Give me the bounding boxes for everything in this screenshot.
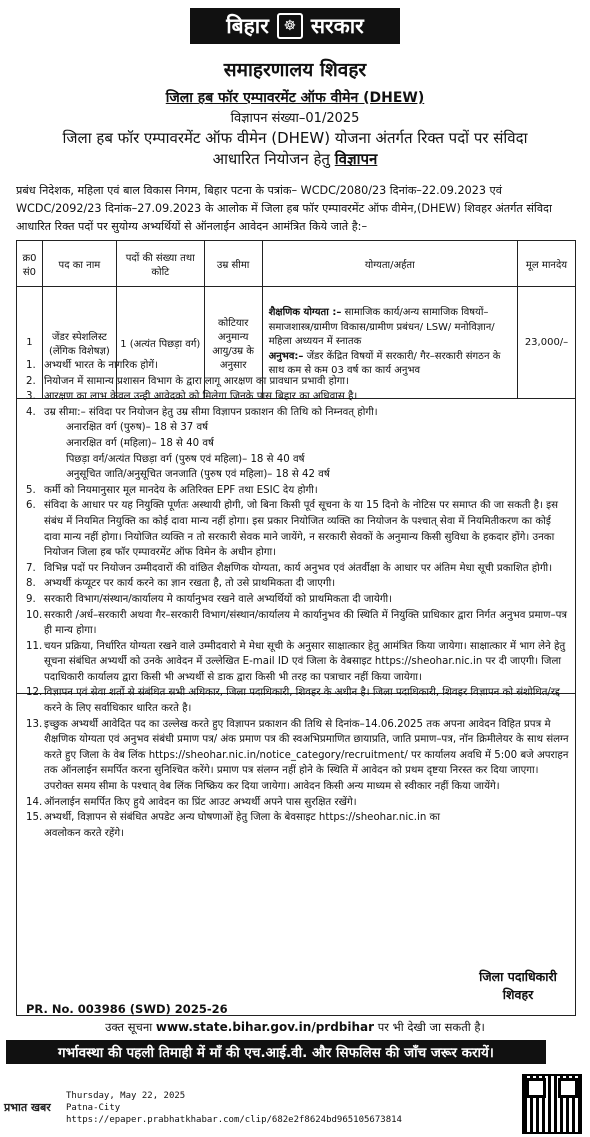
emblem-icon: ☸ [277,13,303,39]
cell-sn: 1 [17,287,43,399]
dhew-subtitle: जिला हब फॉर एम्पावरमेंट ऑफ वीमेन (DHEW) [165,90,425,106]
qr-code-icon[interactable] [522,1074,582,1134]
website-suffix: पर भी देखी जा सकती है। [377,1020,485,1034]
list-item: 7. विभिन्न पदों पर नियोजन उम्मीदवारों की वांछित शैक्षणिक योग्यता, कार्य अनुभव एवं अंतर्वीक्षा के आधार पर अंतिम मेधा सूची प्रकाशित होगी। [26,562,553,574]
clip-city: Patna-City [66,1103,121,1113]
website-prefix: उक्त सूचना [105,1020,153,1034]
office-title: समाहरणालय शिवहर [223,59,367,81]
col-age: उम्र सीमा [204,241,262,287]
list-item: 4. उम्र सीमा:– संविदा पर नियोजन हेतु उम्र सीमा विज्ञापन प्रकाशन की तिथि को निम्नवत् होगी। [26,406,378,418]
list-item: 13. इच्छुक अभ्यर्थी आवेदित पद का उल्लेख करते हुए विज्ञापन प्रकाशन की तिथि से दिनांक–14.06.2025 तक अपना आवेदन विहित प्रपत्र मे शैक्षणिक योग्यता एवं अनुभव संबंधी प्रमाण पत्र/ अंक प्रमाण पत्र की स्वअभिप्रमाणित छायाप्रति, जाति प्रमाण–पत्र, नॉन क्रिमीलेयर के साथ संलग्न करते हुए जिला के वेब लिंक https://sheohar.nic.in/notice_category/recruitment/ पर कार्यालय अवधि में 5:00 बजे अपराहन तक ऑनलाईन समर्पित करना सुनिश्चित करेंगे। प्रमाण पत्र संलग्न नहीं होने के स्थिति में आवेदन को प्रथम दृष्टया निरस्त कर दिया जाएगा। उपरोक्त समय सीमा के पश्चात् वेब लिंक निष्क्रिय कर दिया जायेगा। आवेदन किसी अन्य माध्यम से स्वीकार नहीं किया जायेंगे। [26,718,569,793]
list-item: 6. संविदा के आधार पर यह नियुक्ति पूर्णतः अस्थायी होगी, जो बिना किसी पूर्व सूचना के या 15 दिनो के नोटिस पर समाप्त की जा सकती है। इस संबंध में नियमित नियुक्ति का कोई दावा मान्य नहीं होगा। इस प्रकार नियोजित व्यक्ति का नियोजन के पश्चात् सेवा में नियमितीकरण का कोई दावा मान्य नहीं होगा। नियोजित व्यक्ति न तो सरकारी सेवक माने जायेंगे, न सरकारी सेवकों के अनुमान्य किसी सुविधा के हकदार होंगे। उनका नियोजन जिला हब फॉर एम्पावरमेंट ऑफ विमेन के अधीन होगा। [26,500,559,559]
cell-count: 1 (अत्यंत पिछड़ा वर्ग) [116,287,204,399]
cell-post: जेंडर स्पेशलिस्ट (लेंगिक विशेषज्ञ) [42,287,116,399]
header-left: बिहार [226,14,269,38]
qual-text: सामाजिक कार्य/अन्य सामाजिक विषयों– समाजशास्त्र/ग्रामीण विकास/ग्रामीण प्रबंधन/ LSW/ मनोविज्ञान/ महिला अध्ययन में स्नातक [268,307,495,348]
col-post: पद का नाम [42,241,116,287]
table-header-row [17,241,576,287]
clip-date: Thursday, May 22, 2025 [66,1091,186,1101]
exp-label: अनुभव:– [268,350,304,362]
cell-age: कोटियार अनुमान्य आयु/उम्र के अनुसार [204,287,262,399]
prabhat-khabar-logo: प्रभात खबर [4,1101,51,1114]
clip-url[interactable]: https://epaper.prabhatkhabar.com/clip/682e2f8624bd965105673814 [66,1115,402,1125]
col-qualification: योग्यता/अर्हता [262,241,517,287]
signature-title: जिला पदाधिकारी [479,969,557,984]
col-count: पदों की संख्या तथा कोटि [116,241,204,287]
age-limit-item: पिछड़ा वर्ग/अत्यंत पिछड़ा वर्ग (पुरुष एवं महिला)– 18 से 40 वर्ष [66,453,305,465]
intro-title [40,128,550,170]
list-item: 5. कर्मी को नियमानुसार मूल मानदेय के अतिरिक्त EPF तथा ESIC देय होगी। [26,484,318,496]
qual-label: शैक्षणिक योग्यता :– [268,307,342,319]
signature-place: शिवहर [502,987,534,1002]
list-item: 9. सरकारी विभाग/संस्थान/कार्यालय मे कार्यानुभव रखने वाले अभ्यर्थियों को प्राथमिकता दी जायेगी। [26,593,393,605]
col-sn: क्र0 सं0 [17,241,43,287]
conditions-list [26,358,570,841]
age-limit-item: अनारक्षित वर्ग (महिला)– 18 से 40 वर्ष [66,437,214,449]
website-note [0,1020,590,1035]
exp-text: जेंडर केंद्रित विषयों में सरकारी/ गैर–सरकारी संगठन के साथ कम से कम 03 वर्ष का कार्य अनुभव [268,350,501,377]
health-banner: गर्भावस्था की पहली तिमाही में माँ की एच.आई.वी. और सिफलिस की जाँच जरूर करायें। [6,1040,546,1064]
list-item: 10. सरकारी /अर्ध–सरकारी अथवा गैर–सरकारी विभाग/संस्थान/कार्यालय मे कार्यानुभव की स्थिति में नियुक्ति प्राधिकार द्वारा निर्गत अनुभव प्रमाण–पत्र ही मान्य होगा। [26,609,568,637]
bihar-sarkar-header [190,8,400,44]
list-item: 11. चयन प्रक्रिया, निर्धारित योग्यता रखने वाले उम्मीदवारो मे मेधा सूची के अनुसार साक्षात्कार हेतु आमंत्रित किया जायेगा। साक्षात्कार में भाग लेने हेतु सूचना संबंधित अभ्यर्थी को उनके आवेदन में उल्लेखित E-mail ID एवं जिला के वेबसाइट https://sheohar.nic.in पर दी जाएगी। जिला पदाधिकारी कार्यालय द्वारा किसी भी अभ्यर्थी से डाक द्वारा किसी भी तरह का पत्राचार नहीं किया जायेगा। [26,640,566,683]
list-item: 1. अभ्यर्थी भारत के नागरिक होगें। [26,360,158,371]
website-link[interactable]: www.state.bihar.gov.in/prdbihar [155,1020,375,1034]
list-item: 14. ऑनलाईन समर्पित किए हुये आवेदन का प्रिंट आउट अभ्यर्थी अपने पास सुरक्षित रखेंगे। [26,796,357,808]
epaper-footer [0,1070,590,1137]
intro-paragraph: प्रबंध निदेशक, महिला एवं बाल विकास निगम, बिहार पटना के पत्रांक– WCDC/2080/23 दिनांक–22.09.2023 एवं WCDC/2092/23 दिनांक–27.09.2023 के आलोक में जिला हब फॉर एम्पावरमेंट ऑफ वीमेन,(DHEW) शिवहर अंतर्गत संविदा आधारित रिक्त पदों पर सुयोग्य अभ्यर्थियों से ऑनलाईन आवेदन आमंत्रित किये जाते है:– [16,184,552,233]
list-item: 12. विज्ञापन एवं सेवा शर्तो से संबंधित सभी अधिकार, जिला पदाधिकारी, शिवहर के अधीन है। जिला पदाधिकारी, शिवहर विज्ञापन को संशोधित/रद्द करने के लिए सर्वाधिकार धारित करते है। [26,687,560,715]
list-item: 8. अभ्यर्थी कंप्यूटर पर कार्य करने का ज्ञान रखता है, तो उसे प्राथमिकता दी जाएगी। [26,578,336,590]
clip-meta [66,1090,402,1126]
intro-title-bold: विज्ञापन [334,150,378,168]
pr-number: PR. No. 003986 (SWD) 2025-26 [26,1002,228,1016]
header-right: सरकार [310,14,364,38]
col-pay: मूल मानदेय [517,241,575,287]
list-item: 15. अभ्यर्थी, विज्ञापन से संबंधित अपडेट अन्य घोषणाओं हेतु जिला के बेवसाइट https://sheohar.nic.in का अवलोकन करते रहेंगे। [26,812,440,839]
age-limit-item: अनुसूचित जाति/अनुसूचित जनजाति (पुरुष एवं महिला)– 18 से 42 वर्ष [66,469,330,481]
age-limit-item: अनारक्षित वर्ग (पुरुष)– 18 से 37 वर्ष [66,422,208,434]
intro-title-text: जिला हब फॉर एम्पावरमेंट ऑफ वीमेन (DHEW) योजना अंतर्गत रिक्त पदों पर संविदा आधारित नियोजन हेतु [62,129,528,168]
ad-number: विज्ञापन संख्या–01/2025 [230,111,360,126]
list-item: 3. आरक्षण का लाभ केवल उन्ही आवेदको को मिलेगा जिनके पास बिहार का अधिवास है। [26,391,358,403]
list-item: 2. नियोजन में सामान्य प्रशासन विभाग के द्वारा लागू आरक्षण का प्रावधान प्रभावी होगा। [26,375,349,387]
cell-pay: 23,000/– [517,287,575,399]
signature-block [466,968,570,1004]
